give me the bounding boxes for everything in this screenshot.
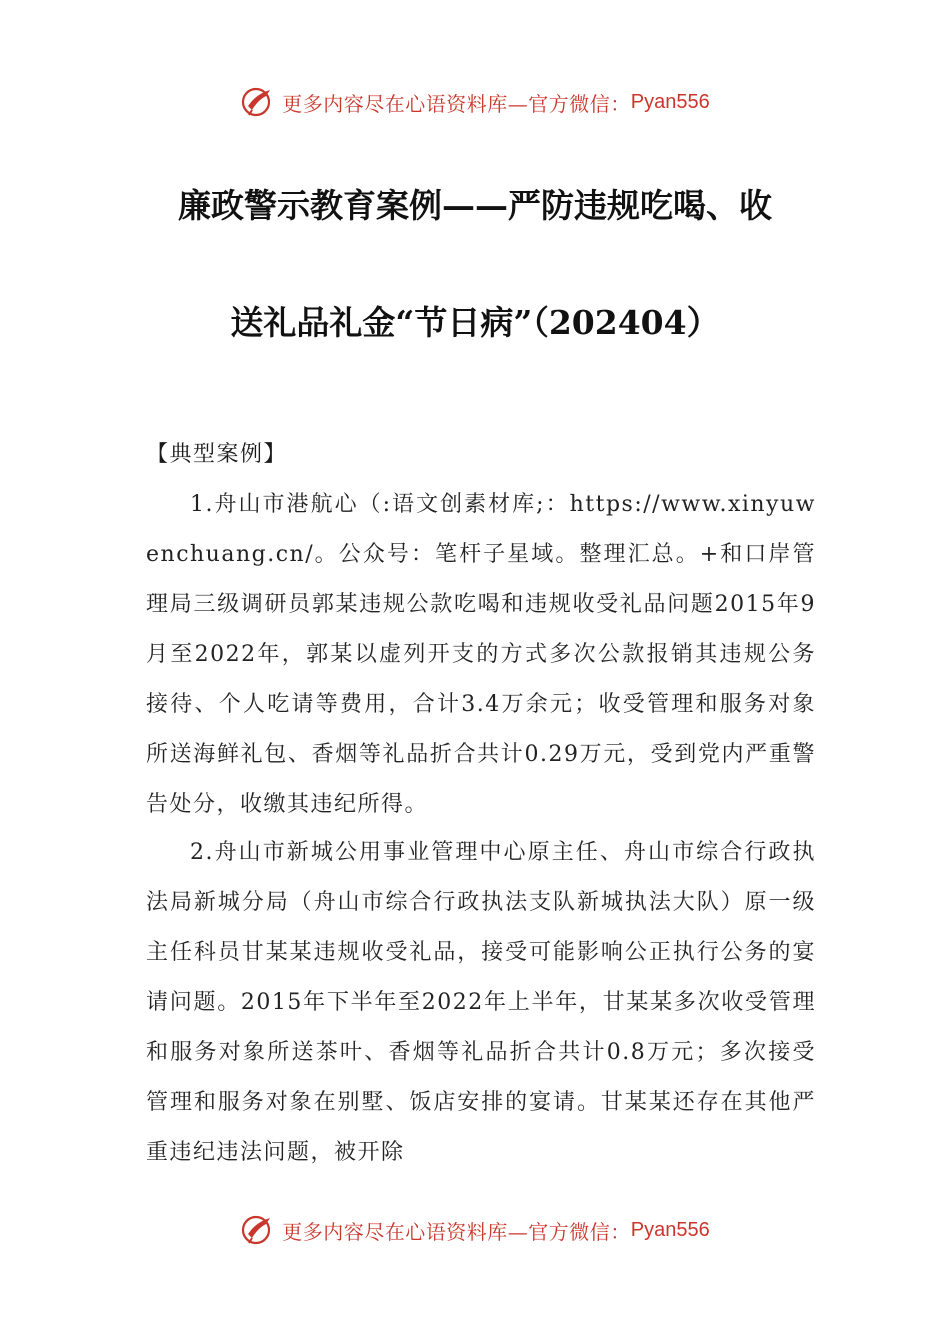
pen-logo-icon [240, 1212, 276, 1248]
paragraph-text: 2.舟山市新城公用事业管理中心原主任、舟山市综合行政执法局新城分局（舟山市综合行政执法支队新城执法大队）原一级主任科员甘某某违规收受礼品，接受可能影响公正执行公务的宴请问题。2015年下半年至2022年上半年，甘某某多次收受管理和服务对象所送茶叶、香烟等礼品折合共计0.8万元；多次接受管理和服务对象在别墅、饭店安排的宴请。甘某某还存在其他严重违纪违法问题，被开除 [146, 840, 816, 1165]
footer-watermark-banner [0, 1210, 950, 1250]
pen-logo-icon [240, 84, 276, 120]
banner-wechat-id: Pyan556 [630, 1218, 710, 1241]
header-watermark-banner [0, 82, 950, 122]
case-paragraph-2 [146, 828, 816, 1178]
case-paragraph-1 [146, 480, 816, 830]
paragraph-text: 1.舟山市港航心（:语文创素材库;：https://www.xinyuwenchuang.cn/。公众号：笔杆子星域。整理汇总。+和口岸管理局三级调研员郭某违规公款吃喝和违规收受礼品问题2015年9月至2022年，郭某以虚列开支的方式多次公款报销其违规公务接待、个人吃请等费用，合计3.4万余元；收受管理和服务对象所送海鲜礼包、香烟等礼品折合共计0.29万元，受到党内严重警告处分，收缴其违纪所得。 [146, 492, 816, 817]
banner-text: 更多内容尽在心语资料库—官方微信： [282, 91, 631, 116]
document-title-line-1: 廉政警示教育案例——严防违规吃喝、收 [178, 186, 772, 225]
banner-wechat-id: Pyan556 [630, 90, 710, 113]
section-heading: 【典型案例】 [146, 442, 288, 467]
document-title-line-2: 送礼品礼金“节日病”（202404） [230, 303, 720, 342]
banner-text: 更多内容尽在心语资料库—官方微信： [282, 1219, 631, 1244]
